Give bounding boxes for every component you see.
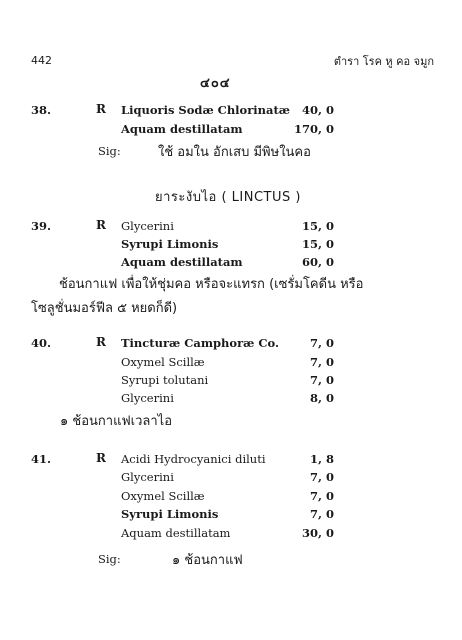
ingredient-name: Aquam destillatam: [121, 255, 243, 269]
ingredient-amount: 15, 0: [301, 237, 334, 251]
running-title: ตำรา โรค หู คอ จมูก: [333, 55, 434, 68]
ingredient-amount: 7, 0: [309, 336, 334, 350]
sig-text: ใช้ อมใน อักเสบ มีพิษในคอ: [158, 145, 311, 160]
ingredient-name: Syrupi Limonis: [121, 507, 219, 521]
ingredient-name: Glycerini: [121, 391, 174, 405]
ingredient-name: Oxymel Scillæ: [121, 355, 205, 369]
ingredient-amount: 40, 0: [301, 103, 334, 117]
usage-note: ช้อนกาแฟ เพื่อให้ชุ่มคอ หรือจะแทรก (เซรั่มโคดีน หรือ: [59, 277, 364, 292]
ingredient-name: Acidi Hydrocyanici diluti: [121, 452, 266, 466]
thai-page-number: ๔๐๔: [200, 76, 231, 91]
rx-symbol: R: [96, 218, 106, 232]
ingredient-name: Glycerini: [121, 470, 174, 484]
ingredient-name: Aquam destillatam: [121, 526, 231, 540]
ingredient-amount: 15, 0: [301, 219, 334, 233]
usage-note: ๑ ช้อนกาแฟเวลาไอ: [60, 414, 173, 429]
rx-symbol: R: [96, 335, 106, 349]
ingredient-name: Oxymel Scillæ: [121, 489, 205, 503]
ingredient-amount: 7, 0: [309, 507, 334, 521]
section-title: ยาระงับไอ ( LINCTUS ): [155, 190, 301, 205]
ingredient-amount: 8, 0: [309, 391, 334, 405]
ingredient-name: Liquoris Sodæ Chlorinatæ: [121, 103, 290, 117]
ingredient-amount: 30, 0: [301, 526, 334, 540]
ingredient-amount: 7, 0: [309, 355, 334, 369]
prescription-number: 38.: [31, 103, 52, 117]
rx-symbol: R: [96, 451, 106, 465]
ingredient-amount: 1, 8: [309, 452, 334, 466]
prescription-number: 39.: [31, 219, 52, 233]
ingredient-name: Glycerini: [121, 219, 174, 233]
ingredient-name: Syrupi Limonis: [121, 237, 219, 251]
usage-note: โซลูชั่นมอร์ฟีล ๕ หยดก็ดี): [31, 301, 178, 316]
ingredient-name: Tincturæ Camphoræ Co.: [121, 336, 279, 350]
sig-label: Sig:: [98, 144, 121, 158]
prescription-number: 40.: [31, 336, 52, 350]
page-number: 442: [31, 54, 52, 67]
rx-symbol: R: [96, 102, 106, 116]
prescription-number: 41.: [31, 452, 52, 466]
sig-label: Sig:: [98, 552, 121, 566]
ingredient-amount: 7, 0: [309, 470, 334, 484]
ingredient-name: Aquam destillatam: [121, 122, 243, 136]
sig-text: ๑ ช้อนกาแฟ: [172, 553, 243, 568]
ingredient-amount: 7, 0: [309, 373, 334, 387]
ingredient-amount: 7, 0: [309, 489, 334, 503]
ingredient-amount: 170, 0: [293, 122, 334, 136]
ingredient-amount: 60, 0: [301, 255, 334, 269]
ingredient-name: Syrupi tolutani: [121, 373, 209, 387]
